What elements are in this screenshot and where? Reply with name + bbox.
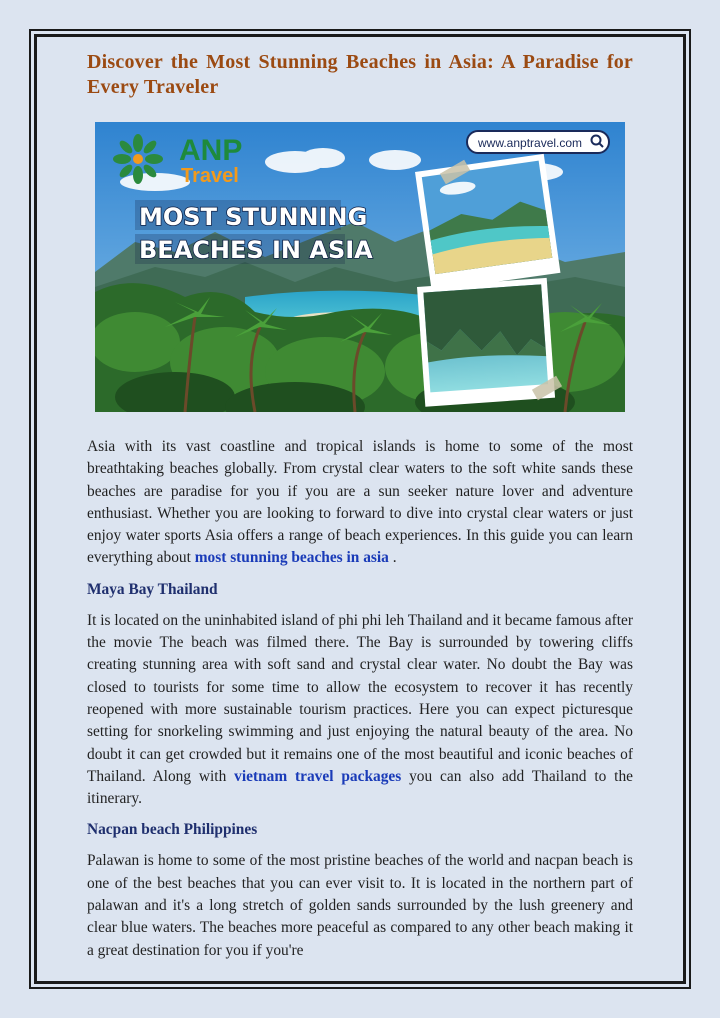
- link-most-stunning-beaches[interactable]: most stunning beaches in asia: [194, 549, 389, 567]
- photo-card-beach: [415, 154, 560, 291]
- brand-subname: Travel: [181, 165, 239, 187]
- site-url: www.anptravel.com: [478, 136, 583, 150]
- intro-paragraph: Asia with its vast coastline and tropical islands is home to some of the most breathtaking beaches globally. From crystal clear waters to the soft white sands these beaches are paradise for you if you are a sun seeker nature lover and adventure enthusiast. Whether you are looking to forward to dive into crystal clear waters or just enjoy water sports Asia offers a range of beach experiences. In this guide you can learn everything about most stunning beaches in asia .: [87, 438, 633, 567]
- brand-name: ANP: [179, 134, 243, 167]
- section-heading-maya-bay: Maya Bay Thailand: [87, 580, 218, 598]
- url-pill: [467, 131, 609, 153]
- brand-logo-icon: [113, 134, 163, 184]
- link-vietnam-travel-packages[interactable]: vietnam travel packages: [234, 767, 402, 785]
- section-paragraph-nacpan: Palawan is home to some of the most pristine beaches of the world and nacpan beach is one of the best beaches that you can ever visit to. It is located in the northern part of palawan and it's a long stretch of golden sands surrounded by the lush greenery and clear blue waters. The beaches more peaceful as compared to any other beach making it a great destination for you if you're: [87, 852, 633, 959]
- article-title: Discover the Most Stunning Beaches in Asia: A Paradise for Every Traveler: [87, 51, 633, 98]
- photo-card-bay: [417, 278, 555, 407]
- section-heading-nacpan: Nacpan beach Philippines: [87, 821, 258, 839]
- hero-banner-image: [95, 122, 625, 412]
- headline-line-2: BEACHES IN ASIA: [139, 236, 373, 264]
- article-content: [87, 50, 633, 962]
- headline-line-1: MOST STUNNING: [139, 203, 368, 231]
- section-paragraph-maya-bay: It is located on the uninhabited island of phi phi leh Thailand and it became famous after the movie The beach was filmed there. The Bay is surrounded by towering cliffs creating stunning area with soft sand and crystal clear water. No doubt the Bay was closed to tourists for some time to allow the ecosystem to recover it has recently reopened with more sustainable tourism practices. Here you can expect picturesque setting for snorkeling swimming and just enjoying the natural beauty of the area. No doubt it can get crowded but it remains one of the most beautiful and iconic beaches of Thailand. Along with vietnam travel packages you can also add Thailand to the itinerary.: [87, 611, 633, 808]
